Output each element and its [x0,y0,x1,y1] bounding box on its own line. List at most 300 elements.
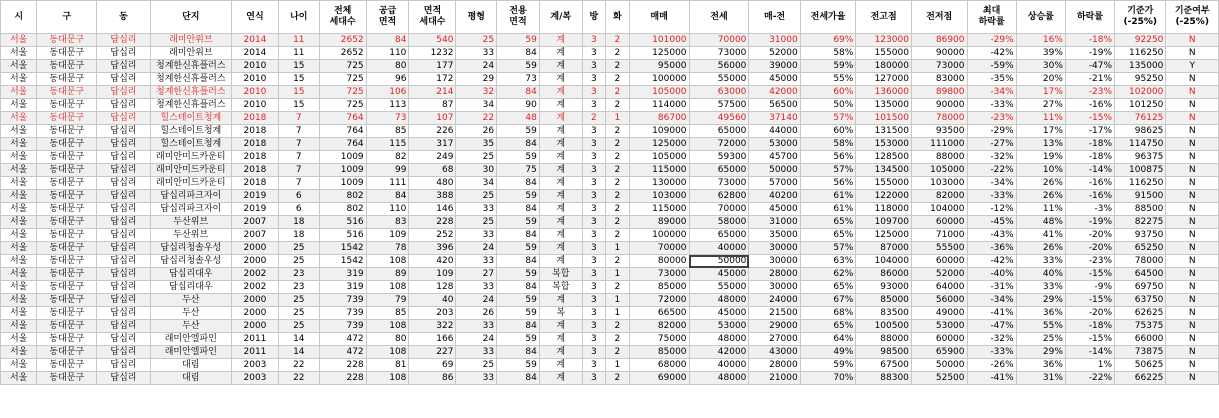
table-cell[interactable]: 802 [319,203,366,216]
table-cell[interactable]: 11% [1016,112,1065,125]
table-cell[interactable]: N [1166,164,1219,177]
table-cell[interactable]: 725 [319,60,366,73]
table-cell[interactable]: 계 [539,151,582,164]
table-cell[interactable]: 87 [409,99,456,112]
table-cell[interactable]: 2010 [231,73,278,86]
table-cell[interactable]: 18 [278,216,319,229]
table-cell[interactable]: 764 [319,125,366,138]
table-cell[interactable]: 59% [800,60,856,73]
table-cell[interactable]: 55500 [911,242,967,255]
table-cell[interactable]: 6 [278,203,319,216]
table-cell[interactable]: 322 [409,320,456,333]
table-cell[interactable]: 동대문구 [37,73,97,86]
table-cell[interactable]: -15% [1065,333,1114,346]
table-cell[interactable]: 3 [582,268,606,281]
table-cell[interactable]: 서울 [1,190,37,203]
table-cell[interactable]: 2010 [231,60,278,73]
table-cell[interactable]: 답십리 [97,359,150,372]
table-cell[interactable]: 계 [539,372,582,385]
table-cell[interactable]: 67% [800,294,856,307]
column-header[interactable]: 전체 세대수 [319,1,366,34]
table-cell[interactable]: 3 [582,151,606,164]
table-cell[interactable]: 90000 [911,47,967,60]
table-cell[interactable]: 52000 [749,47,800,60]
table-cell[interactable]: -16% [1065,190,1114,203]
table-cell[interactable]: 59 [497,34,540,47]
table-cell[interactable]: 서울 [1,112,37,125]
table-cell[interactable]: 11 [278,47,319,60]
table-cell[interactable]: 739 [319,307,366,320]
table-cell[interactable]: 답십리 [97,86,150,99]
table-cell[interactable]: 7 [278,164,319,177]
table-cell[interactable]: 65250 [1115,242,1166,255]
table-cell[interactable]: 28000 [749,268,800,281]
table-cell[interactable]: 계 [539,47,582,60]
table-cell[interactable]: 166 [409,333,456,346]
table-cell[interactable]: 72000 [629,294,689,307]
table-cell[interactable]: 25 [456,151,497,164]
table-cell[interactable]: 동대문구 [37,294,97,307]
table-cell[interactable]: 계 [539,60,582,73]
table-cell[interactable]: 78000 [911,112,967,125]
table-cell[interactable]: 3 [582,333,606,346]
table-cell[interactable]: 답십리 [97,372,150,385]
table-cell[interactable]: 85000 [856,294,912,307]
table-cell[interactable]: 2011 [231,346,278,359]
table-cell[interactable]: 59 [497,190,540,203]
table-cell[interactable]: 109700 [856,216,912,229]
table-cell[interactable]: 33 [456,47,497,60]
table-cell[interactable]: 2010 [231,99,278,112]
table-cell[interactable]: 59 [497,125,540,138]
table-cell[interactable]: 56000 [689,60,749,73]
table-cell[interactable]: 2019 [231,190,278,203]
table-cell[interactable]: 388 [409,190,456,203]
table-cell[interactable]: -20% [1065,307,1114,320]
table-cell[interactable]: 동대문구 [37,281,97,294]
table-cell[interactable]: 87000 [856,242,912,255]
table-cell[interactable]: 계 [539,138,582,151]
table-cell[interactable]: 29% [1016,346,1065,359]
table-cell[interactable]: 답십리 [97,190,150,203]
table-cell[interactable]: 1 [606,242,630,255]
table-cell[interactable]: 63000 [689,86,749,99]
table-cell[interactable]: 답십리 [97,99,150,112]
table-cell[interactable]: 64% [800,333,856,346]
table-cell[interactable]: -22% [967,164,1016,177]
table-cell[interactable]: 30 [456,164,497,177]
table-cell[interactable]: 59 [497,294,540,307]
table-cell[interactable]: 93500 [911,125,967,138]
table-cell[interactable]: 63750 [1115,294,1166,307]
table-cell[interactable]: 2 [606,34,630,47]
table-cell[interactable]: 서울 [1,229,37,242]
table-cell[interactable]: 59 [497,268,540,281]
table-cell[interactable]: 84 [497,47,540,60]
table-cell[interactable]: 89800 [911,86,967,99]
table-cell[interactable]: 3 [582,216,606,229]
table-cell[interactable]: -33% [967,346,1016,359]
table-cell[interactable]: 65000 [689,164,749,177]
table-cell[interactable]: -59% [967,60,1016,73]
table-cell[interactable]: 65000 [689,125,749,138]
table-cell[interactable]: 109 [409,268,456,281]
table-cell[interactable]: 동대문구 [37,112,97,125]
table-cell[interactable]: 답십리 [97,73,150,86]
table-cell[interactable]: 2018 [231,112,278,125]
table-cell[interactable]: 3 [582,164,606,177]
table-cell[interactable]: 7 [278,125,319,138]
table-cell[interactable]: 45000 [689,268,749,281]
table-cell[interactable]: 2002 [231,268,278,281]
table-cell[interactable]: 답십리 [97,242,150,255]
table-cell[interactable]: 2000 [231,255,278,268]
table-cell[interactable]: 7 [278,138,319,151]
table-cell[interactable]: 2 [606,125,630,138]
table-cell[interactable]: -14% [1065,164,1114,177]
table-cell[interactable]: 57500 [689,99,749,112]
table-cell[interactable]: 2018 [231,177,278,190]
table-cell[interactable]: 85 [366,125,409,138]
selected-cell[interactable]: 50000 [689,255,749,268]
table-cell[interactable]: 101250 [1115,99,1166,112]
table-cell[interactable]: 103000 [911,177,967,190]
table-cell[interactable]: 2019 [231,203,278,216]
column-header[interactable]: 연식 [231,1,278,34]
table-cell[interactable]: N [1166,125,1219,138]
table-cell[interactable]: 228 [319,372,366,385]
table-cell[interactable]: 계 [539,99,582,112]
table-cell[interactable]: 2000 [231,294,278,307]
table-cell[interactable]: 계 [539,177,582,190]
table-cell[interactable]: -18% [1065,138,1114,151]
table-cell[interactable]: 53000 [749,138,800,151]
table-cell[interactable]: 16% [1016,34,1065,47]
table-cell[interactable]: 3 [582,177,606,190]
table-cell[interactable]: -15% [1065,268,1114,281]
table-cell[interactable]: 서울 [1,307,37,320]
table-cell[interactable]: 24 [456,60,497,73]
column-header[interactable]: 면적 세대수 [409,1,456,34]
table-cell[interactable]: 146 [409,203,456,216]
table-cell[interactable]: 30000 [749,255,800,268]
table-cell[interactable]: 739 [319,320,366,333]
table-cell[interactable]: -23% [1065,255,1114,268]
table-cell[interactable]: 힐스테이트청계 [150,138,231,151]
table-cell[interactable]: 동대문구 [37,34,97,47]
table-cell[interactable]: 21500 [749,307,800,320]
table-cell[interactable]: 33 [456,281,497,294]
table-cell[interactable]: 82000 [629,320,689,333]
table-cell[interactable]: 11 [278,34,319,47]
table-cell[interactable]: 114750 [1115,138,1166,151]
table-cell[interactable]: 725 [319,73,366,86]
table-cell[interactable]: 22 [278,372,319,385]
table-cell[interactable]: 2 [582,112,606,125]
table-cell[interactable]: 60% [800,86,856,99]
table-cell[interactable]: 68 [409,164,456,177]
table-cell[interactable]: 61% [800,203,856,216]
table-cell[interactable]: 대림 [150,359,231,372]
table-cell[interactable]: 98500 [856,346,912,359]
table-cell[interactable]: 29 [456,73,497,86]
table-cell[interactable]: 86700 [629,112,689,125]
table-cell[interactable]: 1% [1065,359,1114,372]
table-cell[interactable]: 37140 [749,112,800,125]
table-cell[interactable]: 50% [800,99,856,112]
table-cell[interactable]: 18 [278,229,319,242]
table-cell[interactable]: 89 [366,268,409,281]
table-cell[interactable]: 69000 [629,372,689,385]
table-cell[interactable]: 동대문구 [37,372,97,385]
column-header[interactable]: 단지 [150,1,231,34]
table-cell[interactable]: 226 [409,125,456,138]
table-cell[interactable]: 802 [319,190,366,203]
table-cell[interactable]: 25 [456,216,497,229]
table-cell[interactable]: 88300 [856,372,912,385]
table-cell[interactable]: N [1166,281,1219,294]
column-header[interactable]: 계/복 [539,1,582,34]
table-cell[interactable]: 7 [278,112,319,125]
table-cell[interactable]: 7 [278,177,319,190]
table-cell[interactable]: 동대문구 [37,359,97,372]
column-header[interactable]: 공급 면적 [366,1,409,34]
table-cell[interactable]: 153000 [856,138,912,151]
table-cell[interactable]: 41% [1016,229,1065,242]
table-cell[interactable]: 105000 [629,86,689,99]
table-cell[interactable]: 72000 [689,138,749,151]
table-cell[interactable]: 118000 [856,203,912,216]
table-cell[interactable]: -34% [967,294,1016,307]
table-cell[interactable]: 13% [1016,138,1065,151]
table-cell[interactable]: 45700 [749,151,800,164]
table-cell[interactable]: 답십리 [97,281,150,294]
table-cell[interactable]: 40000 [689,359,749,372]
table-cell[interactable]: 동대문구 [37,333,97,346]
table-cell[interactable]: 39000 [749,60,800,73]
table-cell[interactable]: -29% [967,125,1016,138]
table-cell[interactable]: N [1166,73,1219,86]
table-cell[interactable]: 396 [409,242,456,255]
table-cell[interactable]: 3 [582,60,606,73]
table-cell[interactable]: 86000 [856,268,912,281]
table-cell[interactable]: -18% [1065,151,1114,164]
table-cell[interactable]: 1 [606,307,630,320]
table-cell[interactable]: 91500 [1115,190,1166,203]
table-cell[interactable]: 31% [1016,372,1065,385]
table-cell[interactable]: 32 [456,86,497,99]
table-cell[interactable]: 69 [409,359,456,372]
table-cell[interactable]: 서울 [1,242,37,255]
table-cell[interactable]: 36% [1016,307,1065,320]
table-cell[interactable]: 33 [456,229,497,242]
table-cell[interactable]: 131500 [856,125,912,138]
table-cell[interactable]: 85000 [629,281,689,294]
table-cell[interactable]: 3 [582,34,606,47]
table-cell[interactable]: 75375 [1115,320,1166,333]
table-cell[interactable]: -9% [1065,281,1114,294]
table-cell[interactable]: 739 [319,294,366,307]
column-header[interactable]: 전용 면적 [497,1,540,34]
table-cell[interactable]: 25 [278,320,319,333]
table-cell[interactable]: 108 [366,255,409,268]
table-cell[interactable]: 34 [456,177,497,190]
table-cell[interactable]: 33 [456,346,497,359]
table-cell[interactable]: 서울 [1,73,37,86]
table-cell[interactable]: 40% [1016,268,1065,281]
table-cell[interactable]: 서울 [1,60,37,73]
table-cell[interactable]: 252 [409,229,456,242]
table-cell[interactable]: 70000 [689,34,749,47]
table-cell[interactable]: 60000 [911,255,967,268]
table-cell[interactable]: 답십리 [97,294,150,307]
column-header[interactable]: 최대 하락률 [967,1,1016,34]
table-cell[interactable]: 68% [800,307,856,320]
column-header[interactable]: 상승률 [1016,1,1065,34]
table-cell[interactable]: 127000 [856,73,912,86]
table-cell[interactable]: 25 [456,359,497,372]
table-cell[interactable]: 27 [456,268,497,281]
table-cell[interactable]: 동대문구 [37,203,97,216]
table-cell[interactable]: 123000 [856,34,912,47]
table-cell[interactable]: 래미안엘파인 [150,346,231,359]
table-cell[interactable]: N [1166,229,1219,242]
table-cell[interactable]: 100875 [1115,164,1166,177]
table-cell[interactable]: 동대문구 [37,60,97,73]
table-cell[interactable]: -29% [967,34,1016,47]
table-cell[interactable]: 725 [319,86,366,99]
table-cell[interactable]: 답십리 [97,346,150,359]
table-cell[interactable]: 35 [456,138,497,151]
table-cell[interactable]: 49000 [911,307,967,320]
table-cell[interactable]: 136000 [856,86,912,99]
table-cell[interactable]: 128500 [856,151,912,164]
table-cell[interactable]: 92250 [1115,34,1166,47]
table-cell[interactable]: 155000 [856,177,912,190]
table-cell[interactable]: 84 [366,34,409,47]
table-cell[interactable]: 67500 [856,359,912,372]
table-cell[interactable]: -32% [967,151,1016,164]
table-cell[interactable]: 65% [800,216,856,229]
table-cell[interactable]: 85 [366,307,409,320]
table-cell[interactable]: 102000 [1115,86,1166,99]
table-cell[interactable]: 84 [497,346,540,359]
table-cell[interactable]: N [1166,242,1219,255]
column-header[interactable]: 시 [1,1,37,34]
table-cell[interactable]: 115000 [629,164,689,177]
table-cell[interactable]: 1009 [319,164,366,177]
table-cell[interactable]: 3 [582,73,606,86]
column-header[interactable]: 동 [97,1,150,34]
table-cell[interactable]: 2000 [231,242,278,255]
table-cell[interactable]: 88000 [856,333,912,346]
table-cell[interactable]: N [1166,177,1219,190]
table-cell[interactable]: -14% [1065,346,1114,359]
table-cell[interactable]: 105000 [629,151,689,164]
table-cell[interactable]: 22 [456,112,497,125]
table-cell[interactable]: 53000 [911,320,967,333]
table-cell[interactable]: 110 [366,47,409,60]
table-cell[interactable]: -3% [1065,203,1114,216]
table-cell[interactable]: 2011 [231,333,278,346]
table-cell[interactable]: 답십리대우 [150,281,231,294]
table-cell[interactable]: 109000 [629,125,689,138]
table-cell[interactable]: 두산위브 [150,216,231,229]
table-cell[interactable]: 134500 [856,164,912,177]
table-cell[interactable]: 3 [582,99,606,112]
table-cell[interactable]: 동대문구 [37,229,97,242]
table-cell[interactable]: 3 [582,138,606,151]
table-cell[interactable]: 725 [319,99,366,112]
table-cell[interactable]: -19% [1065,216,1114,229]
table-cell[interactable]: 7 [278,151,319,164]
table-cell[interactable]: 104000 [911,203,967,216]
table-cell[interactable]: 19% [1016,151,1065,164]
table-cell[interactable]: N [1166,190,1219,203]
table-cell[interactable]: 33% [1016,281,1065,294]
table-cell[interactable]: N [1166,294,1219,307]
table-cell[interactable]: 서울 [1,294,37,307]
table-cell[interactable]: 40000 [689,242,749,255]
column-header[interactable]: 전고점 [856,1,912,34]
table-cell[interactable]: 계 [539,255,582,268]
table-cell[interactable]: -32% [967,333,1016,346]
table-cell[interactable]: 42000 [749,86,800,99]
table-cell[interactable]: 56000 [911,294,967,307]
column-header[interactable]: 전세가율 [800,1,856,34]
table-cell[interactable]: 3 [582,359,606,372]
table-cell[interactable]: 57% [800,164,856,177]
table-cell[interactable]: 65% [800,320,856,333]
table-cell[interactable]: 45000 [749,73,800,86]
table-cell[interactable]: 110 [366,203,409,216]
table-cell[interactable]: 서울 [1,346,37,359]
table-cell[interactable]: 30% [1016,60,1065,73]
table-cell[interactable]: 서울 [1,203,37,216]
table-cell[interactable]: 30000 [749,281,800,294]
table-cell[interactable]: 108 [366,372,409,385]
table-cell[interactable]: 172 [409,73,456,86]
table-cell[interactable]: 24 [456,294,497,307]
table-cell[interactable]: 서울 [1,359,37,372]
table-cell[interactable]: 2 [606,281,630,294]
table-cell[interactable]: -17% [1065,125,1114,138]
table-cell[interactable]: 2018 [231,138,278,151]
table-cell[interactable]: N [1166,307,1219,320]
table-cell[interactable]: 66500 [629,307,689,320]
table-cell[interactable]: 힐스테이트청계 [150,125,231,138]
table-cell[interactable]: 2 [606,203,630,216]
table-cell[interactable]: 69% [800,34,856,47]
table-cell[interactable]: 3 [582,47,606,60]
table-cell[interactable]: 59 [497,242,540,255]
table-cell[interactable]: N [1166,320,1219,333]
table-cell[interactable]: 답십리 [97,268,150,281]
table-cell[interactable]: 2010 [231,86,278,99]
table-cell[interactable]: 래미안엘파인 [150,333,231,346]
table-cell[interactable]: 2652 [319,34,366,47]
table-cell[interactable]: 계 [539,190,582,203]
table-cell[interactable]: 49% [800,346,856,359]
table-cell[interactable]: -36% [967,242,1016,255]
table-cell[interactable]: 27% [1016,99,1065,112]
table-cell[interactable]: 53000 [689,320,749,333]
table-cell[interactable]: 2014 [231,34,278,47]
table-cell[interactable]: 3 [582,203,606,216]
table-cell[interactable]: 래미안미드카운티 [150,151,231,164]
table-cell[interactable]: 107 [409,112,456,125]
table-cell[interactable]: 두산 [150,294,231,307]
